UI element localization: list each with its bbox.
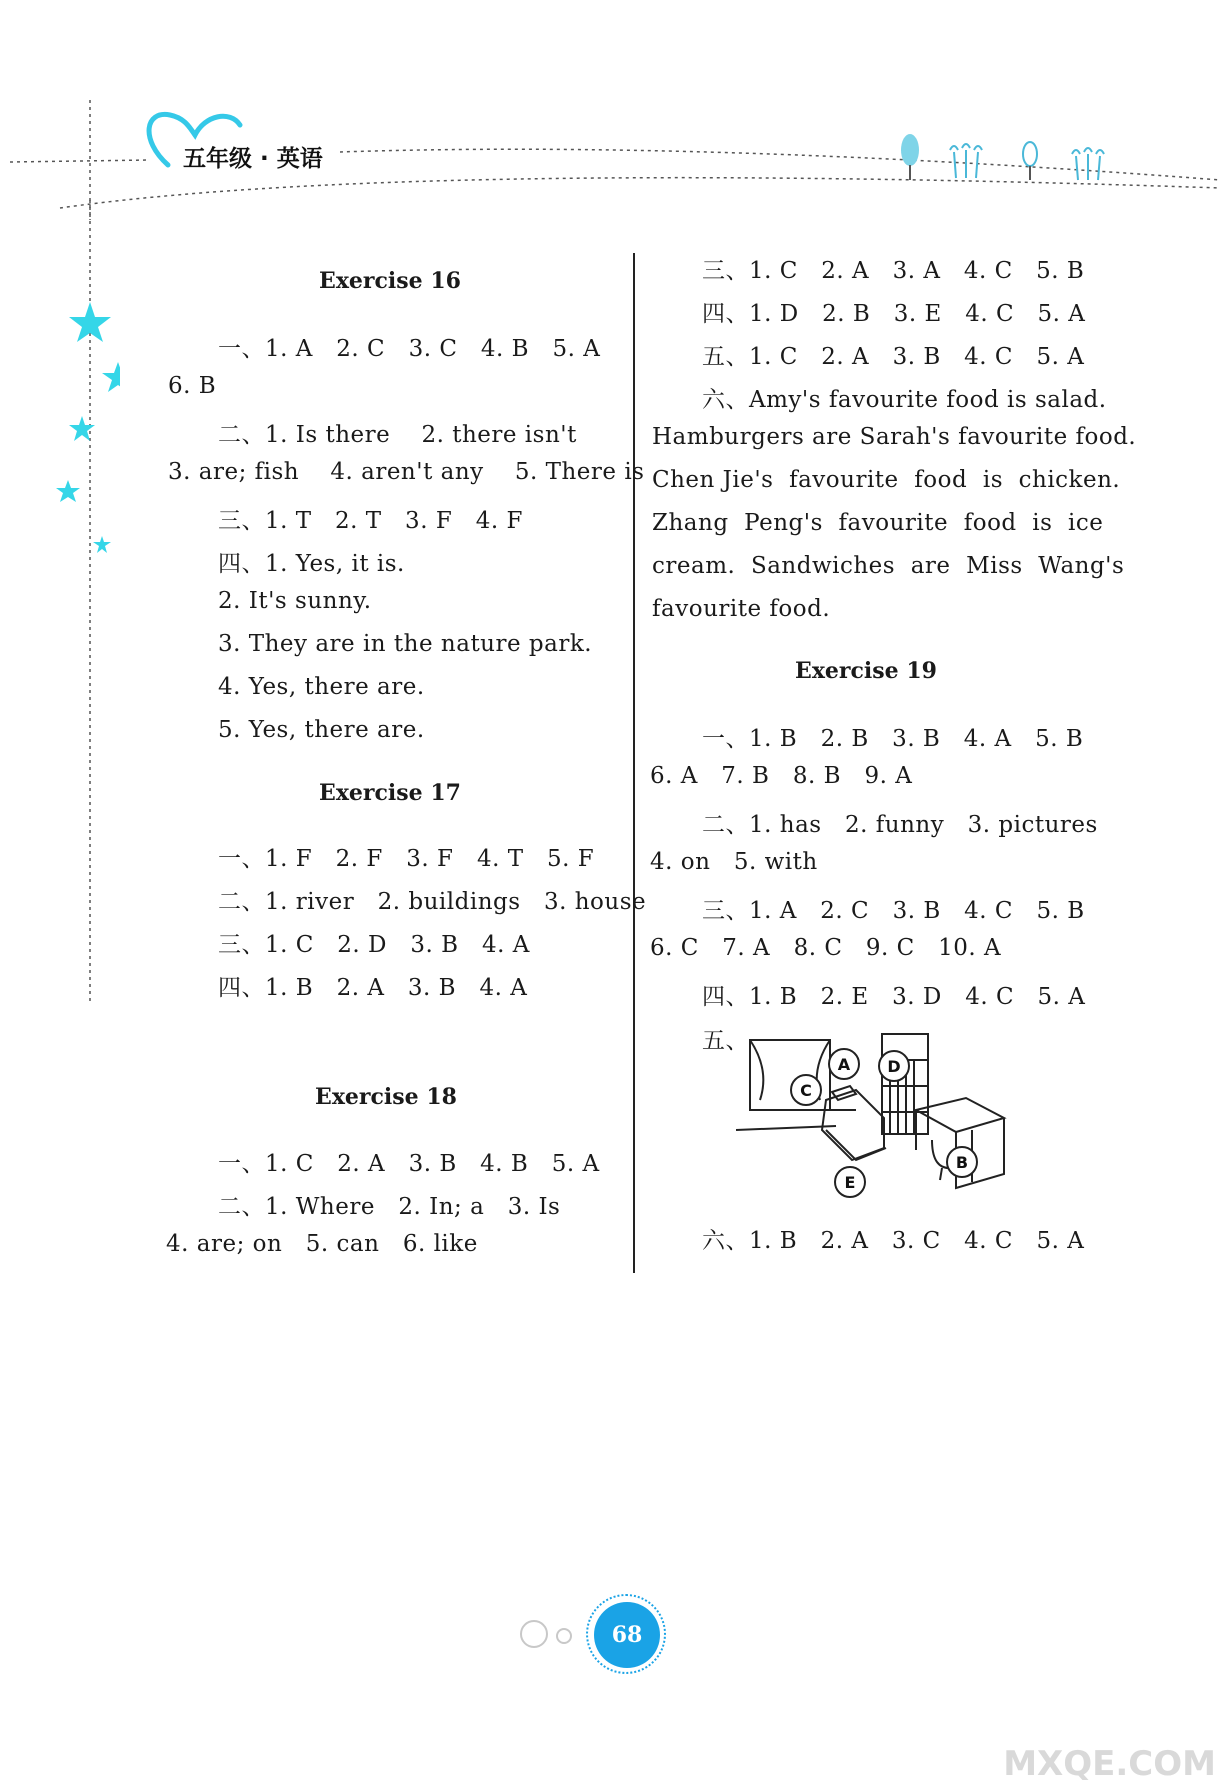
answer-line: 二、1. has 2. funny 3. pictures bbox=[702, 812, 1098, 838]
answer-line: 三、1. C 2. D 3. B 4. A bbox=[218, 932, 530, 958]
room-illustration bbox=[736, 1030, 1026, 1210]
answer-line: 四、1. B 2. A 3. B 4. A bbox=[218, 975, 528, 1001]
star-icon bbox=[69, 416, 95, 441]
answer-line: Chen Jie's favourite food is chicken. bbox=[652, 467, 1121, 493]
answer-line: 2. It's sunny. bbox=[218, 588, 372, 614]
answer-line: 三、1. A 2. C 3. B 4. C 5. B bbox=[702, 898, 1085, 924]
star-icon bbox=[93, 536, 111, 553]
side-decoration bbox=[40, 200, 120, 1010]
answer-line: 六、1. B 2. A 3. C 4. C 5. A bbox=[702, 1228, 1085, 1254]
answer-line: 二、1. Where 2. In; a 3. Is bbox=[218, 1194, 561, 1220]
exercise-17-title: Exercise 17 bbox=[319, 780, 461, 806]
answer-line: 一、1. B 2. B 3. B 4. A 5. B bbox=[702, 726, 1084, 752]
answer-line: Zhang Peng's favourite food is ice bbox=[652, 510, 1104, 536]
answer-line: 五、 bbox=[702, 1028, 749, 1054]
answer-line: 一、1. A 2. C 3. C 4. B 5. A bbox=[218, 336, 601, 362]
answer-line: 4. on 5. with bbox=[650, 849, 818, 875]
answer-line: Hamburgers are Sarah's favourite food. bbox=[652, 424, 1137, 450]
answer-line: 6. C 7. A 8. C 9. C 10. A bbox=[650, 935, 1002, 961]
header-title: 五年级 · 英语 bbox=[183, 146, 323, 172]
answer-line: 二、1. Is there 2. there isn't bbox=[218, 422, 577, 448]
page-number: 68 bbox=[594, 1602, 660, 1668]
answer-line: 五、1. C 2. A 3. B 4. C 5. A bbox=[702, 344, 1085, 370]
decorative-circle bbox=[556, 1628, 572, 1644]
label-e: E bbox=[844, 1173, 856, 1192]
star-icon bbox=[102, 362, 120, 392]
exercise-18-title: Exercise 18 bbox=[315, 1084, 457, 1110]
answer-line: favourite food. bbox=[652, 596, 831, 622]
answer-line: 六、Amy's favourite food is salad. bbox=[702, 387, 1107, 413]
answer-line: cream. Sandwiches are Miss Wang's bbox=[652, 553, 1125, 579]
answer-line: 4. are; on 5. can 6. like bbox=[166, 1231, 478, 1257]
answer-line: 三、1. T 2. T 3. F 4. F bbox=[218, 508, 523, 534]
star-icon bbox=[56, 480, 80, 502]
answer-line: 三、1. C 2. A 3. A 4. C 5. B bbox=[702, 258, 1085, 284]
label-b: B bbox=[955, 1153, 969, 1172]
answer-line: 3. are; fish 4. aren't any 5. There is bbox=[168, 459, 645, 485]
answer-line: 一、1. C 2. A 3. B 4. B 5. A bbox=[218, 1151, 600, 1177]
column-divider bbox=[633, 253, 635, 1273]
answer-line: 二、1. river 2. buildings 3. house bbox=[218, 889, 647, 915]
label-c: C bbox=[800, 1081, 812, 1100]
answer-line: 四、1. B 2. E 3. D 4. C 5. A bbox=[702, 984, 1086, 1010]
answer-line: 6. A 7. B 8. B 9. A bbox=[650, 763, 913, 789]
exercise-19-title: Exercise 19 bbox=[795, 658, 937, 684]
tree-icon bbox=[901, 134, 1037, 180]
decorative-circle bbox=[520, 1620, 548, 1648]
label-d: D bbox=[887, 1057, 901, 1076]
answer-line: 一、1. F 2. F 3. F 4. T 5. F bbox=[218, 846, 595, 872]
flower-icon bbox=[950, 144, 1104, 180]
answer-line: 四、1. D 2. B 3. E 4. C 5. A bbox=[702, 301, 1086, 327]
answer-line: 6. B bbox=[168, 373, 217, 399]
exercise-16-title: Exercise 16 bbox=[319, 268, 461, 294]
watermark: MXQE.COM bbox=[1003, 1744, 1216, 1784]
answer-line: 4. Yes, there are. bbox=[218, 674, 425, 700]
label-a: A bbox=[837, 1055, 851, 1074]
answer-line: 5. Yes, there are. bbox=[218, 717, 425, 743]
answer-line: 四、1. Yes, it is. bbox=[218, 551, 405, 577]
answer-line: 3. They are in the nature park. bbox=[218, 631, 593, 657]
